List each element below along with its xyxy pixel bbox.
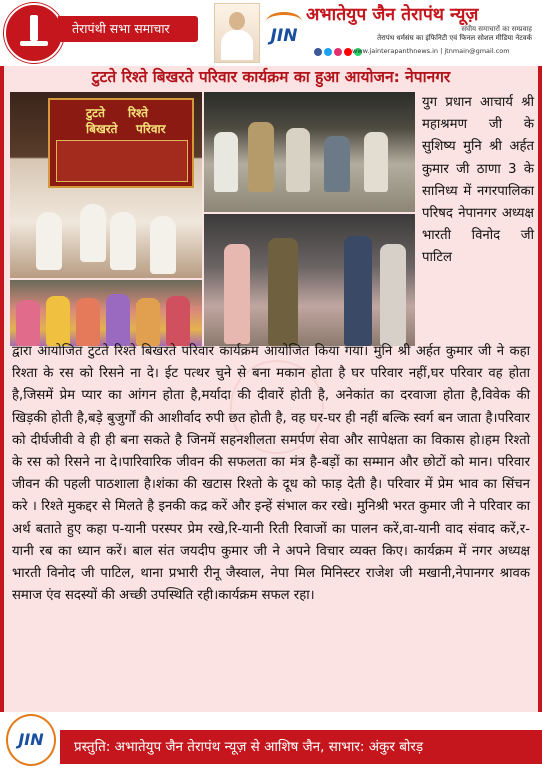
twitter-icon[interactable] <box>324 48 332 56</box>
photo-collage <box>10 92 415 346</box>
header <box>0 0 542 66</box>
sabha-news-label: तेरापंथी सभा समाचार <box>58 16 198 42</box>
article-headline: टुटते रिश्ते बिखरते परिवार कार्यक्रम का हुआ आयोजन: नेपानगर <box>91 68 451 86</box>
article-body-text: द्वारा आयोजित टुटते रिश्ते बिखरते परिवार कार्यक्रम आयोजित किया गया। मुनि श्री अर्हत कुमार जी ने कहा रिश्ता के रस को रिसने ना दे। ईट पत्थर चुने से बना मकान होता है घर परिवार नहीं,घर परिवार वह होता है,जिसमें प्रेम प्यार का आंगन होता है,मर्यादा की दीवारें होती है, अनेकांत का दरवाजा होता है,विवेक की खिड़की होती है,बड़े बुजुर्गों की आशीर्वाद रुपी छत होती है, वह घर-घर ही नहीं बल्कि स्वर्ग बन जाता है।परिवार को दीर्घजीवी वे ही ही बना सकते है जिनमें सहनशीलता समर्पण सेवा और सापेक्षता का विकास हो।हम रिश्तो के रस को रिसने ना दे।पारिवारिक जीवन की सफलता का मंत्र है-बड़ों का सम्मान और छोटों को मान। परिवार जीवन की पहली पाठशाला है।शंका की खटास रिश्तो के दूध को फाड़ देती है। परिवार में प्रेम भाव का सिंचन करे । रिश्ते मुकद्दर से मिलते है इनकी कद्र करें और इन्हें संभाल कर रखे। मुनिश्री भरत कुमार जी ने परिवार का अर्थ बताते हुए कहा प-यानी परस्पर प्रेम रखे,रि-यानी रिती रिवाजों का पालन करें,वा-यानी वाद संवाद करें,र-यानी रब का ध्यान करें। बाल संत जयदीप कुमार जी ने अपने विचार व्यक्त किए। कार्यक्रम में नगर अध्यक्ष भारती विनोद जी पाटिल, थाना प्रभारी रीनू जैस्वाल, नेपा मिल मिनिस्टर राजेश जी मखानी,नेपानगर श्रावक समाज एंव सदस्यों की अच्छी उपस्थिति रही।कार्यक्रम सफल रहा। <box>12 344 530 604</box>
facebook-icon[interactable] <box>314 48 322 56</box>
terapanth-sabha-logo <box>4 3 64 63</box>
audience-photo <box>204 92 415 212</box>
stage-photo <box>10 92 202 278</box>
officials-photo <box>204 214 415 346</box>
brand-subtitle: तेरापंथ धर्मसंघ का इंफिनिटी एवं फिनल सोशल मीडिया नेटवर्क <box>377 34 532 42</box>
jin-logo: JIN <box>264 12 304 52</box>
instagram-icon[interactable] <box>334 48 342 56</box>
women-audience-photo <box>10 280 202 346</box>
brand-tagline: संघीय समाचारों का सम्प्रवाह <box>461 25 532 33</box>
article-intro-text: युग प्रधान आचार्य श्री महाश्रमण जी के सुशिष्य मुनि श्री अर्हत कुमार जी ठाणा 3 के सानिध्य में नगरपालिका परिषद नेपानगर अध्यक्ष भारती विनोद जी पाटिल <box>422 95 534 266</box>
brand-title: अभातेयुप जैन तेरापंथ न्यूज़ <box>306 5 479 25</box>
acharya-portrait <box>214 3 260 63</box>
youtube-icon[interactable] <box>344 48 352 56</box>
brand-links: www.jainterapanthnews.in | jtnmain@gmail.com <box>352 47 510 55</box>
footer <box>0 712 542 768</box>
footer-credit: प्रस्तुति: अभातेयुप जैन तेरापंथ न्यूज़ से आशिष जैन, साभार: अंकुर बोरड़ <box>60 730 542 764</box>
footer-jin-logo: JIN <box>6 714 56 766</box>
stage-banner: टुटते रिश्ते बिखरते परिवार <box>48 98 194 188</box>
